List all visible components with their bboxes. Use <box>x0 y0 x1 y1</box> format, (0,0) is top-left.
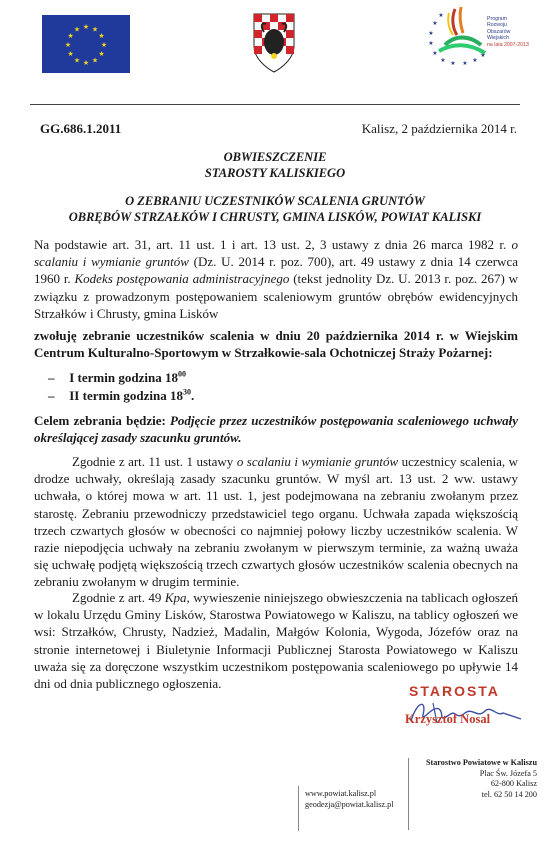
legal-basis-paragraph <box>34 236 518 322</box>
term-label: I termin godzina 18 <box>69 370 178 385</box>
meeting-term-item <box>34 387 514 404</box>
notice-subject-line: OBRĘBÓW STRZAŁKÓW I CHRUSTY, GMINA LISKÓW, POWIAT KALISKI <box>68 209 482 224</box>
notice-title <box>30 150 520 181</box>
explanation-paragraph <box>34 453 518 591</box>
footer-office-name: Starostwo Powiatowe w Kaliszu <box>425 758 537 767</box>
svg-text:★: ★ <box>472 57 478 64</box>
term-end: . <box>191 388 195 404</box>
stamp-name: Krzysztof Nosal <box>405 712 491 726</box>
notice-subject <box>30 194 520 225</box>
svg-text:★: ★ <box>82 23 90 31</box>
prow-text-line: Rozwoju <box>487 22 507 29</box>
crest-icon <box>250 10 298 76</box>
term-minutes: 30 <box>183 387 191 397</box>
meeting-term-item <box>34 369 514 386</box>
svg-text:★: ★ <box>428 40 434 47</box>
svg-text:★: ★ <box>73 56 81 65</box>
svg-text:★: ★ <box>480 52 486 59</box>
prow-text-line: Wiejskich <box>487 35 509 42</box>
prow-program-text <box>487 16 549 48</box>
svg-text:★: ★ <box>440 57 446 64</box>
dash-bullet: – <box>48 370 55 385</box>
letter-date: Kalisz, 2 października 2014 r. <box>361 121 517 136</box>
svg-text:★: ★ <box>428 30 434 37</box>
footer-address <box>426 758 537 800</box>
footer-website-link[interactable]: www.powiat.kalisz.pl <box>305 789 377 798</box>
svg-text:★: ★ <box>67 32 74 40</box>
svg-text:★: ★ <box>98 32 105 40</box>
svg-text:★: ★ <box>432 50 438 57</box>
text-run: uczestnicy scalenia, w drodze uchwały, określają zasady szacunku gruntów. W myśl art. 13 ust. 2 ww. ustawy uchwała, o której mowa w art. 11 ust. 1, jest podejmowana na zebraniu zwołanym przez starostę. Zebraniu przewodniczy przedstawiciel tego organu. Uchwała zapada większością trzech czwartych głosów w obecności co najmniej połowy liczby uczestników scalenia. W razie niepodjęcia uchwały na zebraniu zwołanym w pierwszym terminie, za ważną uważa się uchwałę podjętą większością trzech czwartych głosów uczestników scalenia obecnych na zebraniu zwołanym w drugim terminie. <box>34 454 518 590</box>
prow-text-line: Program <box>487 16 507 22</box>
svg-text:★: ★ <box>73 25 81 34</box>
notice-subject-line: O ZEBRANIU UCZESTNIKÓW SCALENIA GRUNTÓW <box>125 194 425 208</box>
svg-text:★: ★ <box>91 25 99 34</box>
term-label: II termin godzina 18 <box>69 388 183 404</box>
svg-text:★: ★ <box>91 56 99 65</box>
reference-number: GG.686.1.2011 <box>40 121 122 136</box>
svg-text:★: ★ <box>462 60 468 67</box>
italic-act-title: o scalaniu i wymianie gruntów <box>34 237 518 270</box>
term-minutes: 00 <box>177 369 186 379</box>
text-run: (Dz. U. 2014 r. poz. 700), art. 49 ustawy z dnia 14 czerwca 1960 r. <box>34 254 518 287</box>
text-run: Zgodnie z art. 11 ust. 1 ustawy <box>72 454 237 469</box>
footer-divider <box>298 786 299 831</box>
prow-emblem-icon <box>425 5 490 67</box>
dash-bullet: – <box>48 388 55 404</box>
italic-act-title: o scalaniu i wymianie gruntów <box>236 454 399 469</box>
eu-stars-icon <box>42 15 130 73</box>
footer-street: Plac Św. Józefa 5 <box>479 768 537 778</box>
svg-text:★: ★ <box>98 50 105 58</box>
text-run: Zgodnie z art. 49 <box>72 590 165 605</box>
goal-text: Podjęcie przez uczestników postępowania scaleniowego uchwały określającej zasady szacunku gruntów. <box>34 413 518 446</box>
svg-text:★: ★ <box>82 59 90 67</box>
eu-flag-logo <box>42 15 130 73</box>
footer-email-link[interactable]: geodezja@powiat.kalisz.pl <box>305 800 394 809</box>
italic-act-title: Kodeks postępowania administracyjnego <box>74 271 290 287</box>
goal-label: Celem zebrania będzie: <box>34 413 170 428</box>
prow-program-logo <box>425 5 490 67</box>
footer-city: 62-800 Kalisz <box>490 779 537 788</box>
starosta-stamp <box>393 683 518 745</box>
header-divider <box>30 104 520 105</box>
meeting-announcement: zwołuję zebranie uczestników scalenia w dniu 20 października 2014 r. w Wiejskim Centrum Kulturalno-Sportowym w Strzałkowie-sala Ochotniczej Straży Pożarnej: <box>34 328 518 361</box>
svg-text:★: ★ <box>100 41 108 49</box>
svg-text:★: ★ <box>450 60 456 67</box>
stamp-title: STAROSTA <box>409 683 500 699</box>
svg-text:★: ★ <box>432 20 438 27</box>
prow-text-line: Obszarów <box>487 28 511 35</box>
footer-contacts <box>305 788 393 810</box>
text-run: , wywieszenie niniejszego obwieszczenia na tablicach ogłoszeń w lokalu Urzędu Gminy Lisków, Starostwa Powiatowego w Kaliszu, na tablicy ogłoszeń we wsi: Strzałków, Chrusty, Nadzież, Madalin, Małgów Kolonia, Wygoda, Józefów oraz na stronie internetowej i Biuletynie Informacji Publicznej Starosta Powiatowego w Kaliszu uważa się za doręczone wszystkim uczestnikom postępowania scaleniowego po upływie 14 dni od dnia publicznego ogłoszenia. <box>34 590 519 692</box>
meeting-goal <box>34 412 518 446</box>
footer-phone: tel. 62 50 14 200 <box>481 789 537 799</box>
county-crest-logo <box>250 10 298 76</box>
meeting-terms-list <box>34 369 514 405</box>
italic-act-title: Kpa <box>164 590 187 605</box>
publication-paragraph <box>34 589 518 692</box>
svg-text:★: ★ <box>67 50 74 58</box>
footer-divider <box>408 758 409 830</box>
svg-text:★: ★ <box>64 41 72 49</box>
svg-text:★: ★ <box>438 12 444 19</box>
notice-title-line: STAROSTY KALISKIEGO <box>204 165 346 180</box>
prow-years: na lata 2007-2013 <box>487 41 529 48</box>
notice-title-line: OBWIESZCZENIE <box>223 150 327 164</box>
text-run: (tekst jednolity Dz. U. 2013 r. poz. 267) w związku z prowadzonym postępowaniem scaleniowym gruntów obrębów ewidencyjnych Strzałków i Chrusty, gmina Lisków <box>34 271 518 321</box>
text-run: Na podstawie art. 31, art. 11 ust. 1 i art. 13 ust. 2, 3 ustawy z dnia 26 marca 1982 r. <box>34 237 512 252</box>
